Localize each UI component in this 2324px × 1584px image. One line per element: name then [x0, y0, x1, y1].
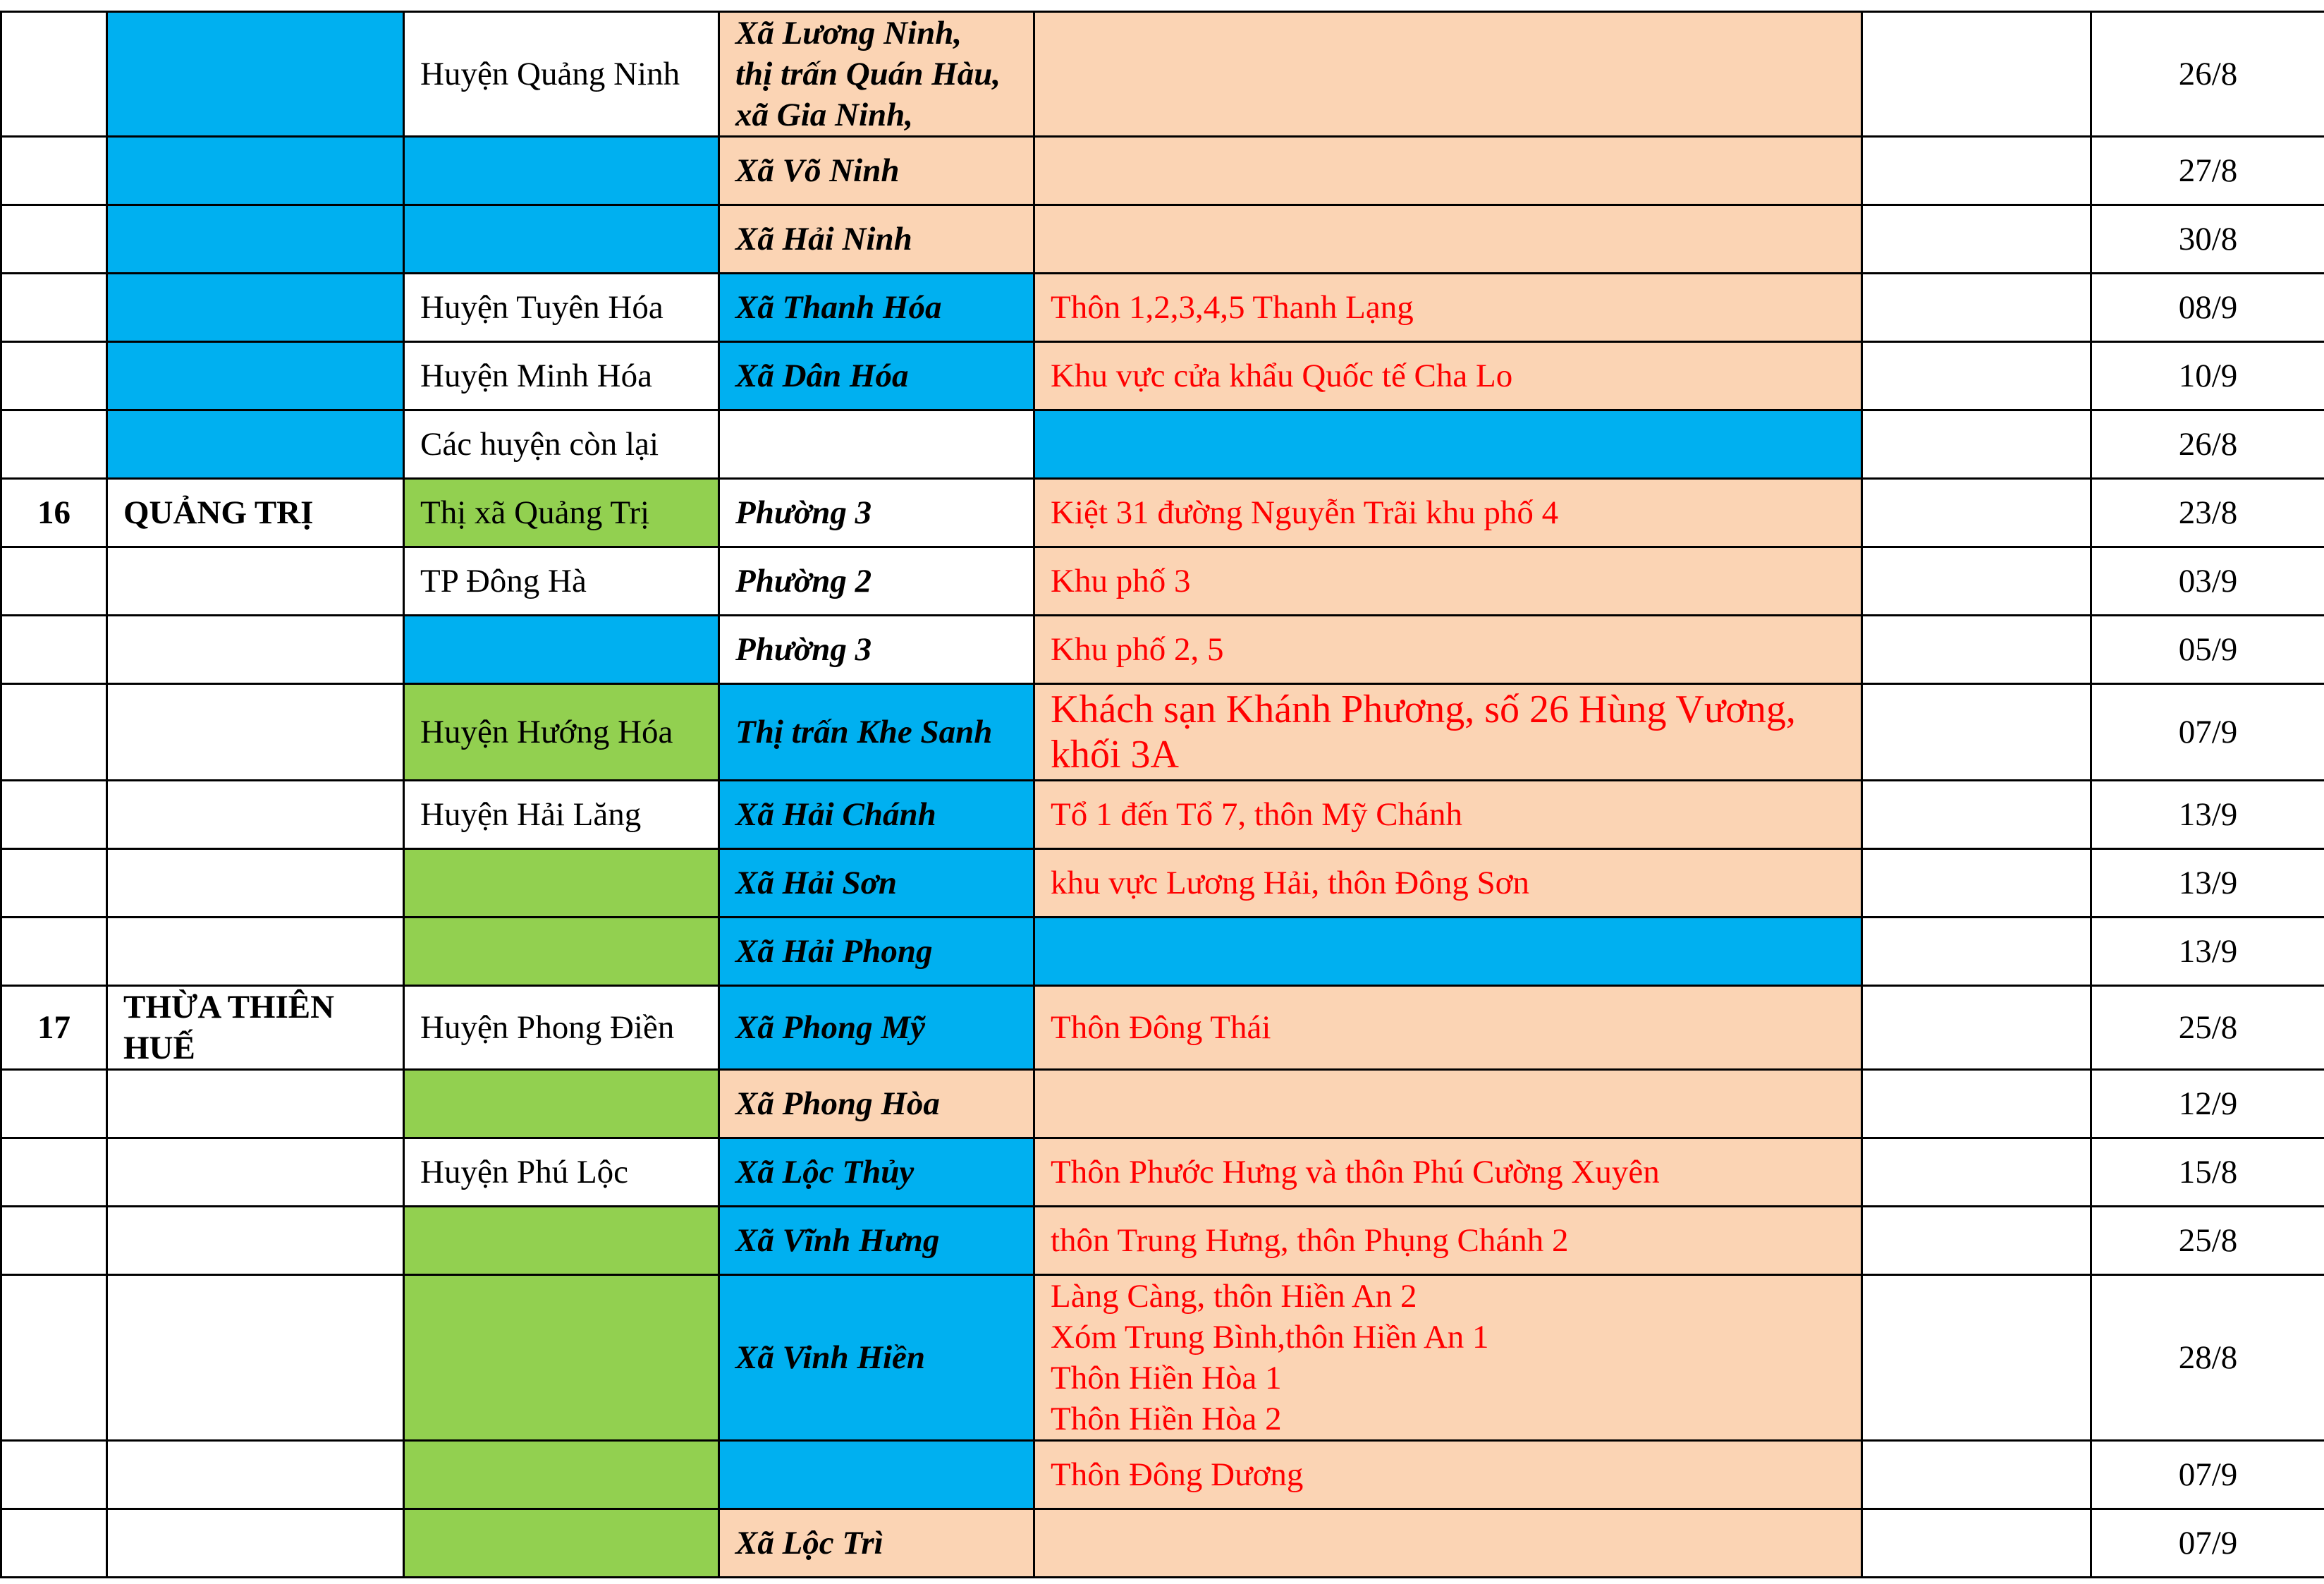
province-name — [107, 1275, 404, 1441]
area-description — [1034, 918, 1862, 986]
area-description-line: Thôn Đông Thái — [1051, 1009, 1271, 1046]
date-value: 15/8 — [2091, 1138, 2324, 1207]
area-description-line: thôn Trung Hưng, thôn Phụng Chánh 2 — [1051, 1222, 1569, 1259]
area-description-line: khu vực Lương Hải, thôn Đông Sơn — [1051, 865, 1529, 901]
commune-name — [719, 342, 1034, 410]
commune-name-line: Phường 2 — [735, 563, 872, 599]
row-number — [1, 1275, 107, 1441]
province-name — [107, 137, 404, 205]
blank-cell — [1862, 684, 2091, 781]
commune-name-line: Xã Võ Ninh — [735, 152, 900, 189]
area-description — [1034, 684, 1862, 781]
province-name — [107, 616, 404, 684]
commune-name-line: Xã Hải Phong — [735, 933, 933, 970]
table-row — [1, 1138, 2324, 1207]
commune-name — [719, 986, 1034, 1070]
commune-name — [719, 1138, 1034, 1207]
district-name: TP Đông Hà — [404, 547, 719, 616]
area-description-line: Thôn 1,2,3,4,5 Thanh Lạng — [1051, 289, 1414, 326]
district-name: Huyện Hải Lăng — [404, 781, 719, 849]
area-description-line: Xóm Trung Bình,thôn Hiền An 1 — [1051, 1319, 1489, 1355]
commune-name — [719, 684, 1034, 781]
commune-name — [719, 205, 1034, 274]
area-description — [1034, 12, 1862, 137]
blank-cell — [1862, 918, 2091, 986]
row-number — [1, 1138, 107, 1207]
date-value: 07/9 — [2091, 1441, 2324, 1509]
area-description — [1034, 547, 1862, 616]
table-row — [1, 205, 2324, 274]
commune-name — [719, 274, 1034, 342]
district-name — [404, 137, 719, 205]
date-value: 30/8 — [2091, 205, 2324, 274]
date-value: 25/8 — [2091, 1207, 2324, 1275]
district-name: Huyện Hướng Hóa — [404, 684, 719, 781]
table-row — [1, 1070, 2324, 1138]
row-number — [1, 12, 107, 137]
table-row — [1, 479, 2324, 547]
commune-name — [719, 479, 1034, 547]
row-number: 16 — [1, 479, 107, 547]
date-value: 05/9 — [2091, 616, 2324, 684]
district-name: Huyện Tuyên Hóa — [404, 274, 719, 342]
district-name — [404, 1441, 719, 1509]
table-row — [1, 137, 2324, 205]
row-number — [1, 1509, 107, 1578]
blank-cell — [1862, 547, 2091, 616]
table-row — [1, 410, 2324, 479]
commune-name — [719, 12, 1034, 137]
date-value: 13/9 — [2091, 849, 2324, 918]
blank-cell — [1862, 205, 2091, 274]
commune-name-line: Phường 3 — [735, 494, 872, 531]
blank-cell — [1862, 986, 2091, 1070]
district-name: Huyện Quảng Ninh — [404, 12, 719, 137]
date-value: 25/8 — [2091, 986, 2324, 1070]
table-row — [1, 616, 2324, 684]
commune-name-line: Xã Vĩnh Hưng — [735, 1222, 940, 1259]
province-name — [107, 1070, 404, 1138]
district-name — [404, 616, 719, 684]
commune-name — [719, 616, 1034, 684]
commune-name-line: Xã Hải Chánh — [735, 796, 936, 833]
row-number — [1, 205, 107, 274]
area-description — [1034, 849, 1862, 918]
date-value: 23/8 — [2091, 479, 2324, 547]
date-value: 12/9 — [2091, 1070, 2324, 1138]
commune-name-line: Xã Lộc Thủy — [735, 1154, 915, 1190]
district-name: Thị xã Quảng Trị — [404, 479, 719, 547]
blank-cell — [1862, 849, 2091, 918]
district-name — [404, 1207, 719, 1275]
province-name — [107, 1441, 404, 1509]
area-description — [1034, 137, 1862, 205]
blank-cell — [1862, 616, 2091, 684]
area-description — [1034, 479, 1862, 547]
row-number — [1, 684, 107, 781]
area-description-line: Tổ 1 đến Tổ 7, thôn Mỹ Chánh — [1051, 796, 1462, 833]
commune-name — [719, 1070, 1034, 1138]
province-name — [107, 684, 404, 781]
blank-cell — [1862, 137, 2091, 205]
province-name — [107, 274, 404, 342]
commune-name — [719, 849, 1034, 918]
blank-cell — [1862, 479, 2091, 547]
commune-name — [719, 547, 1034, 616]
area-description-line: Kiệt 31 đường Nguyễn Trãi khu phố 4 — [1051, 494, 1559, 531]
area-description-line: Thôn Hiền Hòa 1 — [1051, 1360, 1282, 1396]
schedule-table — [0, 11, 2324, 1578]
date-value: 13/9 — [2091, 781, 2324, 849]
row-number — [1, 1070, 107, 1138]
table-row — [1, 781, 2324, 849]
commune-name-line: Xã Hải Ninh — [735, 221, 912, 257]
district-name: Huyện Minh Hóa — [404, 342, 719, 410]
area-description-line: khối 3A — [1051, 733, 1179, 776]
area-description-line: Khu phố 2, 5 — [1051, 631, 1224, 668]
commune-name-line: Xã Dân Hóa — [735, 358, 909, 394]
province-name — [107, 781, 404, 849]
row-number — [1, 1207, 107, 1275]
area-description-line: Khu vực cửa khẩu Quốc tế Cha Lo — [1051, 358, 1513, 394]
row-number: 17 — [1, 986, 107, 1070]
date-value: 10/9 — [2091, 342, 2324, 410]
area-description-line: Khách sạn Khánh Phương, số 26 Hùng Vương, — [1051, 688, 1796, 731]
date-value: 03/9 — [2091, 547, 2324, 616]
area-description — [1034, 1207, 1862, 1275]
row-number — [1, 781, 107, 849]
district-name: Huyện Phong Điền — [404, 986, 719, 1070]
commune-name-line: Xã Thanh Hóa — [735, 289, 942, 326]
blank-cell — [1862, 1138, 2091, 1207]
table-row — [1, 918, 2324, 986]
blank-cell — [1862, 1275, 2091, 1441]
blank-cell — [1862, 342, 2091, 410]
area-description — [1034, 616, 1862, 684]
area-description — [1034, 1275, 1862, 1441]
date-value: 07/9 — [2091, 684, 2324, 781]
area-description-line: Làng Càng, thôn Hiền An 2 — [1051, 1278, 1417, 1315]
commune-name-line: Phường 3 — [735, 631, 872, 668]
province-name — [107, 342, 404, 410]
area-description-line: Thôn Phước Hưng và thôn Phú Cường Xuyên — [1051, 1154, 1660, 1190]
commune-name — [719, 1275, 1034, 1441]
area-description — [1034, 205, 1862, 274]
commune-name — [719, 137, 1034, 205]
district-name — [404, 1509, 719, 1578]
table-row — [1, 1441, 2324, 1509]
commune-name — [719, 781, 1034, 849]
commune-name — [719, 1207, 1034, 1275]
row-number — [1, 274, 107, 342]
area-description — [1034, 781, 1862, 849]
blank-cell — [1862, 410, 2091, 479]
province-name — [107, 205, 404, 274]
date-value: 26/8 — [2091, 410, 2324, 479]
area-description — [1034, 1070, 1862, 1138]
row-number — [1, 616, 107, 684]
row-number — [1, 410, 107, 479]
area-description — [1034, 1138, 1862, 1207]
area-description-line: Khu phố 3 — [1051, 563, 1191, 599]
table-row — [1, 274, 2324, 342]
commune-name-line: xã Gia Ninh, — [735, 97, 914, 133]
date-value: 07/9 — [2091, 1509, 2324, 1578]
district-name — [404, 918, 719, 986]
blank-cell — [1862, 1441, 2091, 1509]
area-description — [1034, 410, 1862, 479]
commune-name — [719, 410, 1034, 479]
table-row — [1, 342, 2324, 410]
commune-name-line: Xã Phong Hòa — [735, 1085, 940, 1122]
province-name — [107, 1138, 404, 1207]
row-number — [1, 547, 107, 616]
commune-name-line: Thị trấn Khe Sanh — [735, 714, 993, 750]
date-value: 26/8 — [2091, 12, 2324, 137]
province-name — [107, 12, 404, 137]
blank-cell — [1862, 274, 2091, 342]
district-name: Các huyện còn lại — [404, 410, 719, 479]
district-name — [404, 1070, 719, 1138]
date-value: 27/8 — [2091, 137, 2324, 205]
area-description — [1034, 1441, 1862, 1509]
commune-name-line: Xã Vinh Hiền — [735, 1339, 926, 1376]
district-name — [404, 205, 719, 274]
area-description-line: Thôn Hiền Hòa 2 — [1051, 1401, 1282, 1437]
district-name — [404, 849, 719, 918]
area-description — [1034, 274, 1862, 342]
commune-name — [719, 1509, 1034, 1578]
row-number — [1, 137, 107, 205]
date-value: 28/8 — [2091, 1275, 2324, 1441]
date-value: 08/9 — [2091, 274, 2324, 342]
row-number — [1, 849, 107, 918]
row-number — [1, 918, 107, 986]
table-row — [1, 12, 2324, 137]
table-row — [1, 849, 2324, 918]
row-number — [1, 342, 107, 410]
blank-cell — [1862, 1070, 2091, 1138]
commune-name — [719, 918, 1034, 986]
commune-name-line: Xã Hải Sơn — [735, 865, 897, 901]
province-name — [107, 1509, 404, 1578]
table-row — [1, 1207, 2324, 1275]
province-name — [107, 547, 404, 616]
table-row — [1, 547, 2324, 616]
area-description-line: Thôn Đông Dương — [1051, 1456, 1304, 1493]
commune-name-line: Xã Phong Mỹ — [735, 1009, 925, 1046]
province-name: QUẢNG TRỊ — [107, 479, 404, 547]
province-name — [107, 410, 404, 479]
table-row — [1, 1275, 2324, 1441]
commune-name-line: Xã Lộc Trì — [735, 1525, 883, 1561]
table-row — [1, 684, 2324, 781]
commune-name — [719, 1441, 1034, 1509]
commune-name-line: Xã Lương Ninh, — [735, 15, 962, 51]
area-description — [1034, 986, 1862, 1070]
province-name — [107, 849, 404, 918]
blank-cell — [1862, 1509, 2091, 1578]
province-name: THỪA THIÊN HUẾ — [107, 986, 404, 1070]
row-number — [1, 1441, 107, 1509]
blank-cell — [1862, 12, 2091, 137]
table-row — [1, 1509, 2324, 1578]
table-row — [1, 986, 2324, 1070]
commune-name-line: thị trấn Quán Hàu, — [735, 56, 1001, 92]
district-name: Huyện Phú Lộc — [404, 1138, 719, 1207]
province-name — [107, 1207, 404, 1275]
blank-cell — [1862, 781, 2091, 849]
district-name — [404, 1275, 719, 1441]
blank-cell — [1862, 1207, 2091, 1275]
province-name — [107, 918, 404, 986]
area-description — [1034, 1509, 1862, 1578]
date-value: 13/9 — [2091, 918, 2324, 986]
area-description — [1034, 342, 1862, 410]
